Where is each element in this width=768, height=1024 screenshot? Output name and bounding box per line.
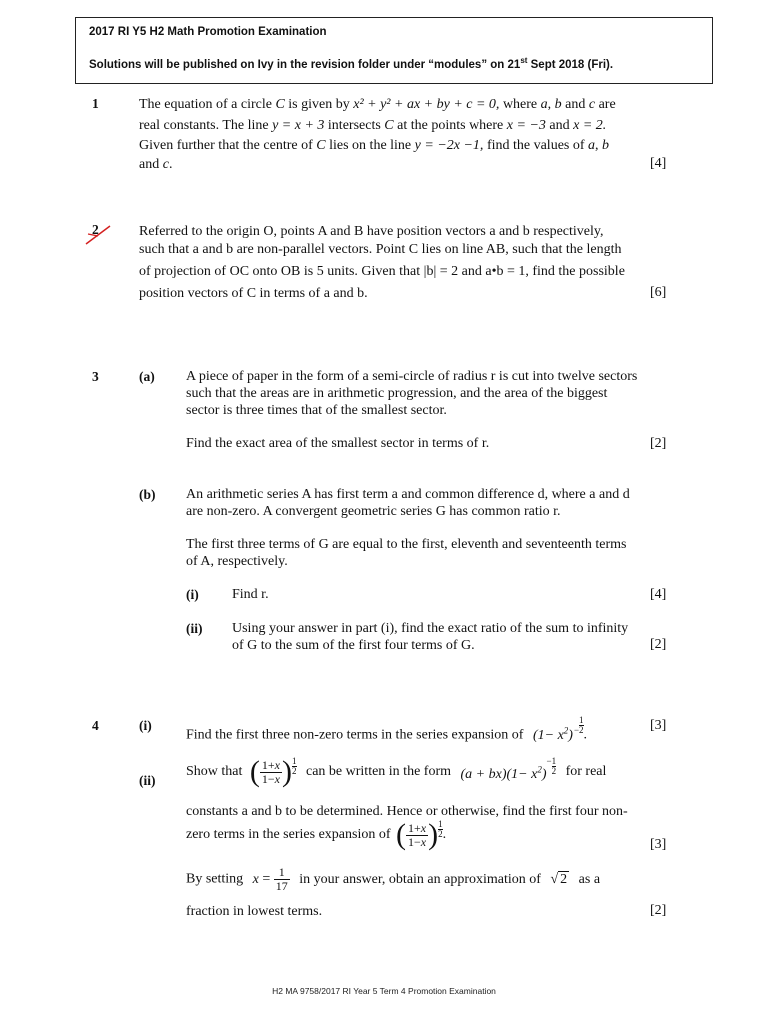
question-3-number: 3 <box>92 369 99 384</box>
question-4-number: 4 <box>92 718 99 733</box>
question-3a-label: (a) <box>139 369 155 384</box>
page-footer: H2 MA 9758/2017 RI Year 5 Term 4 Promotion Examination <box>272 986 496 996</box>
question-4ii-line-3: zero terms in the series expansion of ( $\frac{1+x}{1-x}$ ) $\frac{1}{2}$ . <box>186 818 447 851</box>
question-4i-label: (i) <box>139 718 152 733</box>
question-3b-ii-label: (ii) <box>186 621 203 636</box>
question-3a-marks: [2] <box>650 436 667 451</box>
question-1-line-1: The equation of a circle C is given by x² + y² + ax + by + c = 0, where a, b and c are <box>139 97 616 112</box>
question-4ii-label: (ii) <box>139 773 156 788</box>
question-3b-line-1: An arithmetic series A has first term a and common difference d, where a and d <box>186 487 630 502</box>
question-2-line-2: such that a and b are non-parallel vectors. Point C lies on line AB, such that the length <box>139 242 622 257</box>
question-3b-label: (b) <box>139 487 156 502</box>
question-2-line-1: Referred to the origin O, points A and B have position vectors a and b respectively, <box>139 224 604 239</box>
question-1-line-3: Given further that the centre of C lies on the line y = −2x −1, find the values of a, b <box>139 138 610 153</box>
red-tick-mark-icon <box>84 222 112 246</box>
exam-header-box <box>75 17 713 84</box>
question-3b-line-2: are non-zero. A convergent geometric series G has common ratio r. <box>186 504 561 519</box>
question-2-line-4: position vectors of C in terms of a and b. <box>139 286 368 301</box>
solutions-notice: Solutions will be published on Ivy in the revision folder under “modules” on 21st Sept 2018 (Fri). <box>89 56 614 71</box>
question-3b-line-3: The first three terms of G are equal to the first, eleventh and seventeenth terms <box>186 537 627 552</box>
question-3a-line-1: A piece of paper in the form of a semi-circle of radius r is cut into twelve sectors <box>186 369 638 384</box>
question-4ii-line-1: Show that ( $\frac{1+x}{1-x}$ ) $\frac{1}{2}$ can be written in the form $(a + bx)(1- x^2)-$ $\frac{1}{2}$ for real <box>186 755 607 788</box>
question-3b-line-4: of A, respectively. <box>186 554 288 569</box>
question-1-line-4: and c. <box>139 157 173 172</box>
question-4ii-line-4: By setting x = $\frac{1}{17}$ in your answer, obtain an approximation of √ 2 as a <box>186 865 601 893</box>
question-3b-ii-line-2: of G to the sum of the first four terms of G. <box>232 638 475 653</box>
question-3b-i-text: Find r. <box>232 587 269 602</box>
question-2-number: 2 <box>92 222 99 237</box>
question-4i-text: Find the first three non-zero terms in the series expansion of $(1- x^2)-$ $\frac{1}{2}$ . <box>186 715 588 743</box>
question-1-line-2: real constants. The line y = x + 3 intersects C at the points where x = −3 and x = 2. <box>139 118 607 133</box>
question-4ii-line-5: fraction in lowest terms. <box>186 904 323 919</box>
question-2-line-3: of projection of OC onto OB is 5 units. Given that |b| = 2 and a•b = 1, find the possible <box>139 264 625 279</box>
question-3b-ii-line-1: Using your answer in part (i), find the exact ratio of the sum to infinity <box>232 621 629 636</box>
question-3a-line-3: sector is three times that of the smallest sector. <box>186 403 447 418</box>
question-3b-i-label: (i) <box>186 587 199 602</box>
question-3a-line-2: such that the areas are in arithmetic progression, and the area of the biggest <box>186 386 608 401</box>
question-2-marks: [6] <box>650 285 667 300</box>
exam-title: 2017 RI Y5 H2 Math Promotion Examination <box>89 26 327 38</box>
question-1-number: 1 <box>92 96 99 111</box>
question-1-marks: [4] <box>650 156 667 171</box>
question-3b-i-marks: [4] <box>650 587 667 602</box>
question-4ii-marks-2: [2] <box>650 903 667 918</box>
question-3a-line-4: Find the exact area of the smallest sector in terms of r. <box>186 436 490 451</box>
question-3b-ii-marks: [2] <box>650 637 667 652</box>
question-4ii-marks: [3] <box>650 837 667 852</box>
question-4ii-line-2: constants a and b to be determined. Hence or otherwise, find the first four non- <box>186 804 628 819</box>
question-4i-marks: [3] <box>650 718 667 733</box>
